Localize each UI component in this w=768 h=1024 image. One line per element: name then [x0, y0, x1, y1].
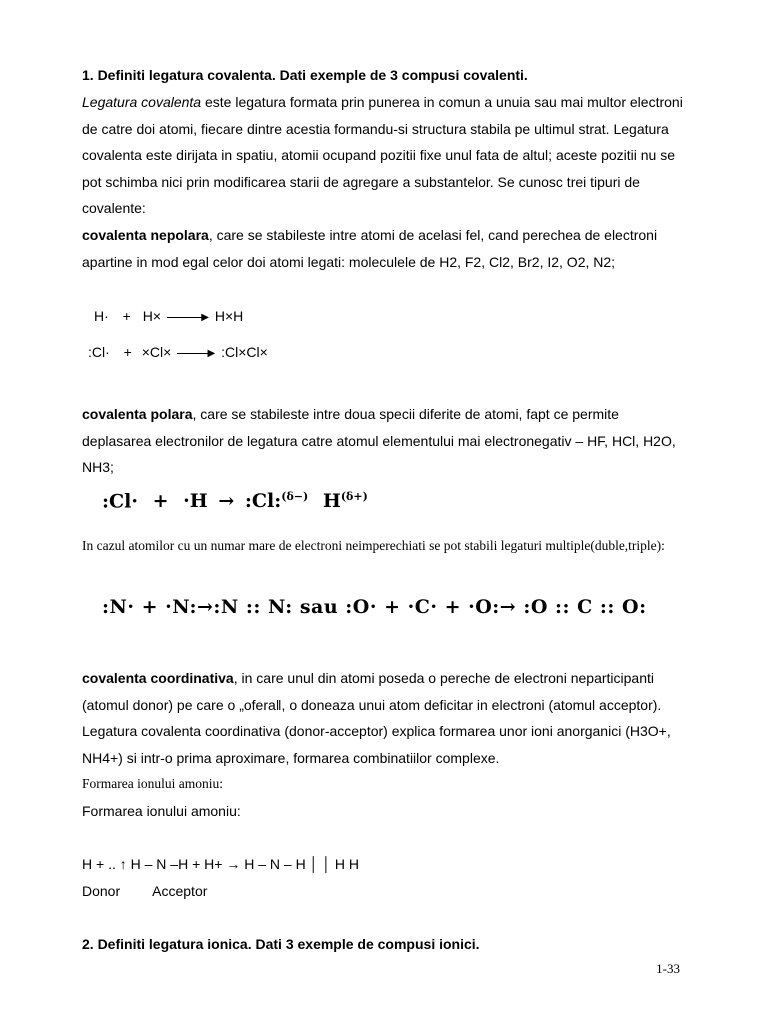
coord-term: covalenta coordinativa [82, 670, 234, 686]
hcl-result-h: H [322, 490, 341, 513]
donor-label: Donor [82, 883, 121, 899]
h2-arrow: ▶ [167, 317, 205, 318]
cl2-arrow: ▶ [177, 353, 211, 354]
cl2-atom-b: ×Cl× [141, 344, 172, 360]
hcl-formation-formula [102, 490, 368, 512]
nepolara-text: , care se stabileste intre atomi de acelasi fel, cand perechea de electroni apartine in mod egal celor doi atomi legati: moleculele de H2, F2, Cl2, Br2, I2, O2, N2; [82, 227, 658, 270]
intro-text: este legatura formata prin punerea in comun a unuia sau mai multor electroni de catre doi atomi, fiecare dintre acestia formandu-si structura stabila pe ultimul strat. Legatura covalenta este dirijata in spatiu, atomii ocupand pozitii fixe unul fata de altul; aceste pozitii nu se pot schimba nici prin modificarea starii de agregare a substantelor. Se cunosc trei tipuri de covalente: [82, 94, 683, 217]
section1-heading: 1. Definiti legatura covalenta. Dati exemple de 3 compusi covalenti. [82, 67, 528, 83]
h2-atom-a: H· [94, 308, 109, 324]
hcl-delta-minus: (δ−) [281, 490, 309, 503]
cl2-atom-a: :Cl· [88, 344, 110, 360]
polara-text: , care se stabileste intre doua specii diferite de atomi, fapt ce permite deplasarea electronilor de legatura catre atomul elementului mai electronegativ – HF, HCl, H2O, NH3; [82, 406, 676, 476]
hcl-atom-cl: :Cl· [102, 490, 138, 513]
polara-term: covalenta polara [82, 406, 193, 422]
hcl-result-cl: :Cl: [244, 490, 282, 513]
coord-paragraph [82, 665, 692, 771]
hcl-plus: + [152, 490, 169, 513]
nepolara-term: covalenta nepolara [82, 227, 209, 243]
multiple-bonds-text: In cazul atomilor cu un numar mare de electroni neimperechiati se pot stabili legaturi multiple(duble,triple): [82, 538, 665, 553]
n2-co2-formation-formula: :N· + ·N:→:N :: N: sau :O· + ·C· + ·O:→ :O :: C :: O: [102, 596, 647, 618]
h2-plus: + [122, 308, 131, 324]
cl2-plus: + [123, 344, 132, 360]
hcl-atom-h: ·H [183, 490, 208, 513]
intro-paragraph [82, 89, 692, 222]
ammonium-equation: H + .. ↑ H – N –H + H+ → H – N – H │ │ H H [82, 856, 359, 872]
intro-term: Legatura covalenta [82, 94, 202, 110]
section2-heading: 2. Definiti legatura ionica. Dati 3 exemple de compusi ionici. [82, 936, 480, 952]
page-number: 1-33 [656, 961, 680, 976]
h2-result: H×H [214, 308, 244, 324]
cl2-formation-formula [88, 344, 268, 360]
coord-text: , in care unul din atomi poseda o pereche de electroni neparticipanti (atomul donor) pe care o „ofera‖, o doneaza unui atom deficitar in electroni (atomul acceptor). Legatura covalenta coordinativa (donor-acceptor) explica formarea unor ioni anorganici (H3O+, NH4+) si intr-o prima aproximare, formarea combinatiilor complexe. [82, 670, 671, 766]
ammonium-heading-serif: Formarea ionului amoniu: [82, 776, 223, 791]
h2-atom-b: H× [142, 308, 162, 324]
nepolara-paragraph [82, 222, 692, 275]
donor-acceptor-labels [82, 878, 692, 905]
h2-formation-formula [94, 308, 243, 324]
hcl-delta-plus: (δ+) [340, 490, 368, 503]
polara-paragraph [82, 401, 692, 481]
cl2-result: :Cl×Cl× [221, 344, 268, 360]
hcl-arrow: → [218, 490, 235, 513]
ammonium-heading: Formarea ionului amoniu: [82, 803, 241, 819]
acceptor-label: Acceptor [152, 883, 208, 899]
